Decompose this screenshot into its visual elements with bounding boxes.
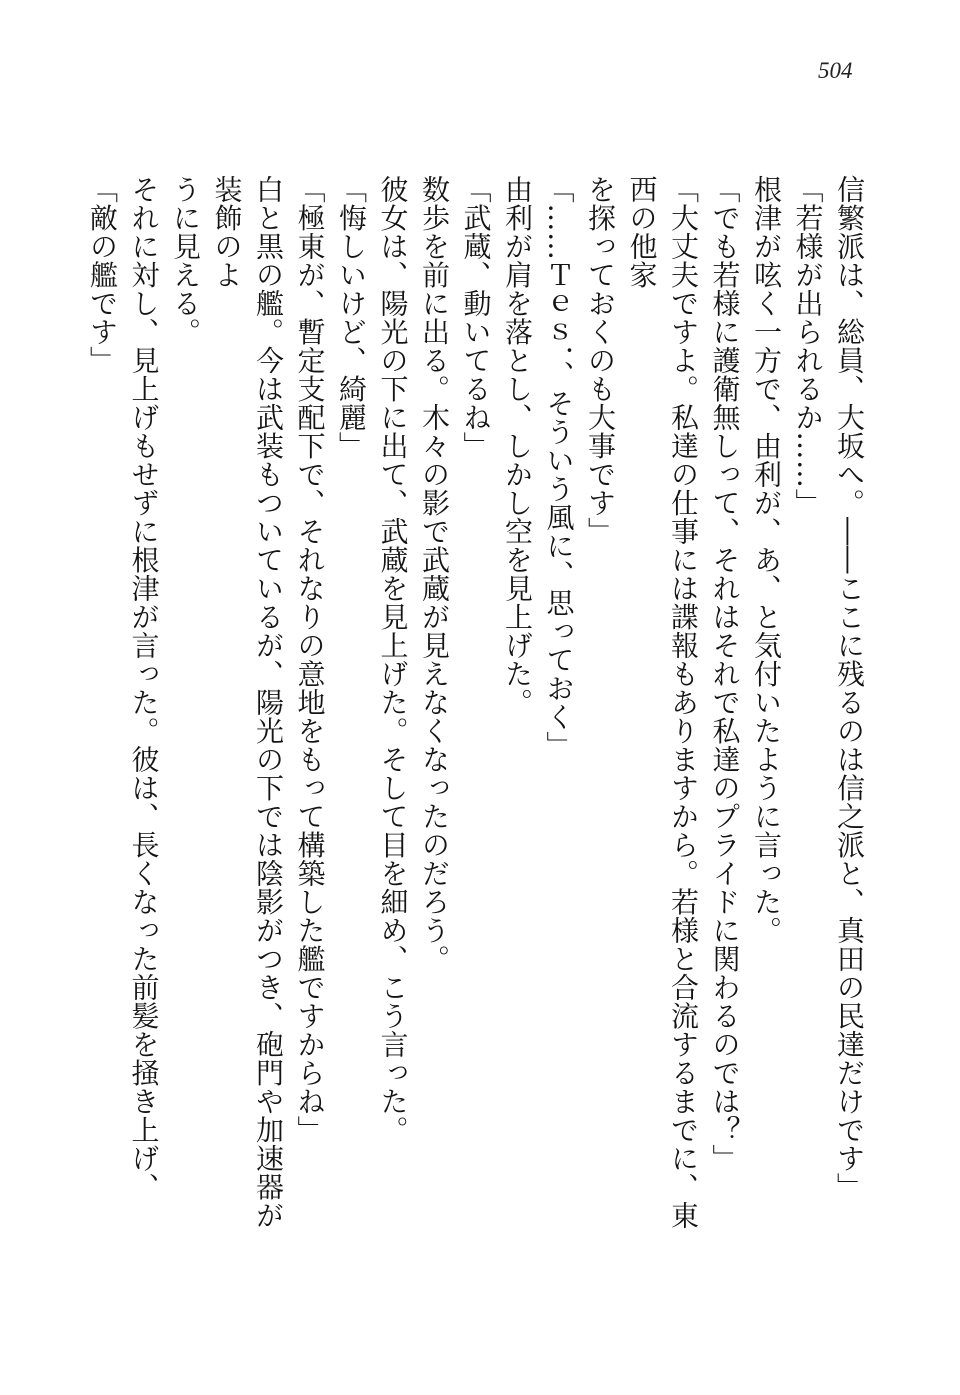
text-line: 「でも若様に護衛無しって、それはそれで私達のプライドに関わるのでは？」 xyxy=(708,175,742,1173)
text-line: 「極東が、暫定支配下で、それなりの意地をもって構築した艦ですからね」 xyxy=(293,175,327,1144)
text-line: 「若様が出られるか……」 xyxy=(791,175,825,517)
text-line: 「大丈夫ですよ。私達の仕事には諜報もありますから。若様と合流するまでに、東西の他家 xyxy=(625,175,700,1230)
text-line: 彼女は、陽光の下に出て、武蔵を見上げた。そして目を細め、こう言った。 xyxy=(376,175,410,1144)
text-line: 信繁派は、総員、大坂へ。――ここに残るのは信之派と、真田の民達だけです」 xyxy=(833,175,866,1201)
text-line: うに見える。 xyxy=(169,175,202,346)
vertical-text-body xyxy=(70,175,870,1255)
text-line: 白と黒の艦。今は武装もついているが、陽光の下では陰影がつき、砲門や加速器が装飾のよ xyxy=(210,175,285,1230)
text-line: 「武蔵、動いてるね」 xyxy=(459,175,493,460)
text-line: 「……Ｔｅｓ．、そういう風に、思っておく」 xyxy=(542,175,576,760)
text-line: 根津が呟く一方で、由利が、あ、と気付いたように言った。 xyxy=(750,175,783,945)
page-number: 504 xyxy=(818,58,853,83)
text-line: 数歩を前に出る。木々の影で武蔵が見えなくなったのだろう。 xyxy=(418,175,451,973)
text-line: 由利が肩を落とし、しかし空を見上げた。 xyxy=(501,175,534,717)
text-line: それに対し、見上げもせずに根津が言った。彼は、長くなった前髪を掻き上げ、 xyxy=(127,175,161,1201)
text-line: を探っておくのも大事です」 xyxy=(584,175,617,546)
text-line: 「悔しいけど、綺麗」 xyxy=(335,175,368,460)
text-line: 「敵の艦です」 xyxy=(86,175,119,375)
